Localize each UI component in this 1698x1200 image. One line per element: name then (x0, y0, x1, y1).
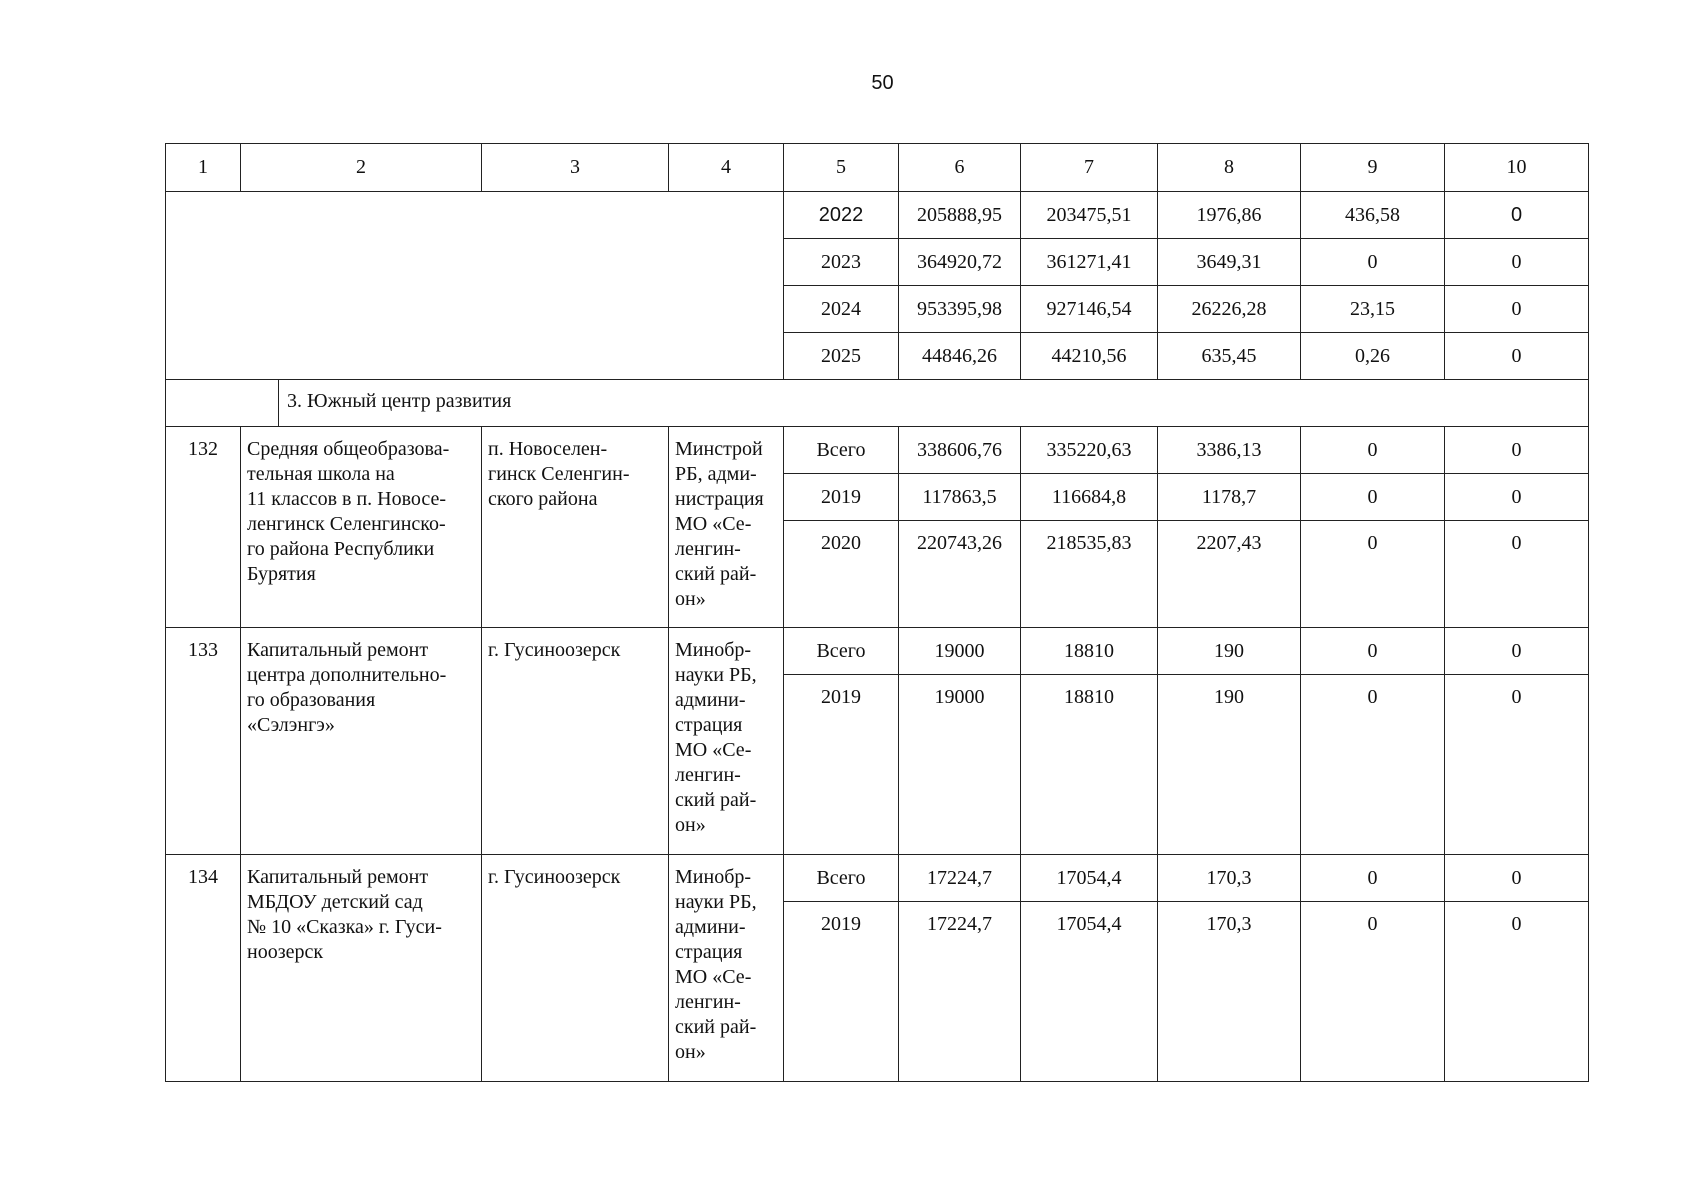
table-row (166, 192, 1589, 239)
object-name: Капитальный ремонт центра дополнительно- го образования «Сэлэнгэ» (241, 628, 482, 855)
entry-number: 132 (166, 427, 241, 628)
value-cell: 17054,4 (1021, 902, 1158, 1082)
value-cell: 0 (1445, 427, 1589, 474)
value-cell: 1178,7 (1158, 474, 1301, 521)
value-cell: 1976,86 (1158, 192, 1301, 239)
object-location: п. Новоселен- гинск Селенгин- ского района (482, 427, 669, 628)
value-cell: 0 (1301, 521, 1445, 628)
year-cell: Всего (784, 628, 899, 675)
column-number: 3 (482, 144, 669, 192)
continuation-blank-cell (166, 192, 784, 380)
value-cell: 0 (1445, 192, 1589, 239)
object-location: г. Гусиноозерск (482, 855, 669, 1082)
year-cell: 2019 (784, 474, 899, 521)
value-cell: 0 (1445, 521, 1589, 628)
year-cell: 2020 (784, 521, 899, 628)
responsible-party: Минстрой РБ, адми- нистрация МО «Се- ленгин- ский рай- он» (669, 427, 784, 628)
value-cell: 2207,43 (1158, 521, 1301, 628)
value-cell: 0 (1301, 427, 1445, 474)
value-cell: 0 (1445, 286, 1589, 333)
value-cell: 44210,56 (1021, 333, 1158, 380)
value-cell: 3386,13 (1158, 427, 1301, 474)
value-cell: 17054,4 (1021, 855, 1158, 902)
investment-table (165, 143, 1589, 1082)
value-cell: 0 (1445, 675, 1589, 855)
value-cell: 0 (1301, 675, 1445, 855)
value-cell: 0 (1445, 855, 1589, 902)
column-number: 2 (241, 144, 482, 192)
year-cell: Всего (784, 427, 899, 474)
year-cell: Всего (784, 855, 899, 902)
value-cell: 170,3 (1158, 902, 1301, 1082)
value-cell: 18810 (1021, 628, 1158, 675)
table-row (166, 427, 1589, 474)
value-cell: 0 (1445, 333, 1589, 380)
column-number: 6 (899, 144, 1021, 192)
total-cell: 17224,7 (899, 855, 1021, 902)
total-cell: 19000 (899, 628, 1021, 675)
object-location: г. Гусиноозерск (482, 628, 669, 855)
value-cell: 0 (1301, 902, 1445, 1082)
value-cell: 170,3 (1158, 855, 1301, 902)
value-cell: 23,15 (1301, 286, 1445, 333)
total-cell: 338606,76 (899, 427, 1021, 474)
value-cell: 190 (1158, 628, 1301, 675)
year-cell: 2023 (784, 239, 899, 286)
value-cell: 436,58 (1301, 192, 1445, 239)
year-cell: 2024 (784, 286, 899, 333)
value-cell: 0 (1301, 474, 1445, 521)
value-cell: 0 (1445, 628, 1589, 675)
section-spacer (166, 380, 279, 426)
column-number: 10 (1445, 144, 1589, 192)
total-cell: 205888,95 (899, 192, 1021, 239)
column-number: 9 (1301, 144, 1445, 192)
column-number-row (166, 144, 1589, 192)
table-row (166, 628, 1589, 675)
value-cell: 361271,41 (1021, 239, 1158, 286)
column-number: 8 (1158, 144, 1301, 192)
value-cell: 3649,31 (1158, 239, 1301, 286)
value-cell: 635,45 (1158, 333, 1301, 380)
object-name: Капитальный ремонт МБДОУ детский сад № 10 «Сказка» г. Гуси- ноозерск (241, 855, 482, 1082)
responsible-party: Минобр- науки РБ, админи- страция МО «Се- ленгин- ский рай- он» (669, 628, 784, 855)
value-cell: 0 (1445, 902, 1589, 1082)
value-cell: 0 (1301, 239, 1445, 286)
total-cell: 220743,26 (899, 521, 1021, 628)
value-cell: 0 (1445, 474, 1589, 521)
value-cell: 0 (1445, 239, 1589, 286)
value-cell: 190 (1158, 675, 1301, 855)
total-cell: 17224,7 (899, 902, 1021, 1082)
value-cell: 18810 (1021, 675, 1158, 855)
page-number: 50 (871, 72, 894, 94)
total-cell: 364920,72 (899, 239, 1021, 286)
year-cell: 2025 (784, 333, 899, 380)
value-cell: 0,26 (1301, 333, 1445, 380)
value-cell: 335220,63 (1021, 427, 1158, 474)
value-cell: 26226,28 (1158, 286, 1301, 333)
entry-number: 134 (166, 855, 241, 1082)
value-cell: 0 (1301, 855, 1445, 902)
total-cell: 953395,98 (899, 286, 1021, 333)
section-title: 3. Южный центр развития (287, 390, 512, 412)
value-cell: 927146,54 (1021, 286, 1158, 333)
year-cell: 2022 (784, 192, 899, 239)
responsible-party: Минобр- науки РБ, админи- страция МО «Се- ленгин- ский рай- он» (669, 855, 784, 1082)
column-number: 1 (166, 144, 241, 192)
value-cell: 0 (1301, 628, 1445, 675)
total-cell: 117863,5 (899, 474, 1021, 521)
value-cell: 116684,8 (1021, 474, 1158, 521)
value-cell: 203475,51 (1021, 192, 1158, 239)
year-cell: 2019 (784, 675, 899, 855)
column-number: 5 (784, 144, 899, 192)
total-cell: 19000 (899, 675, 1021, 855)
section-row (166, 380, 1589, 427)
column-number: 7 (1021, 144, 1158, 192)
object-name: Средняя общеобразова- тельная школа на 11 классов в п. Новосе- ленгинск Селенгинско- го района Республики Бурятия (241, 427, 482, 628)
table-row (166, 855, 1589, 902)
column-number: 4 (669, 144, 784, 192)
entry-number: 133 (166, 628, 241, 855)
total-cell: 44846,26 (899, 333, 1021, 380)
year-cell: 2019 (784, 902, 899, 1082)
value-cell: 218535,83 (1021, 521, 1158, 628)
